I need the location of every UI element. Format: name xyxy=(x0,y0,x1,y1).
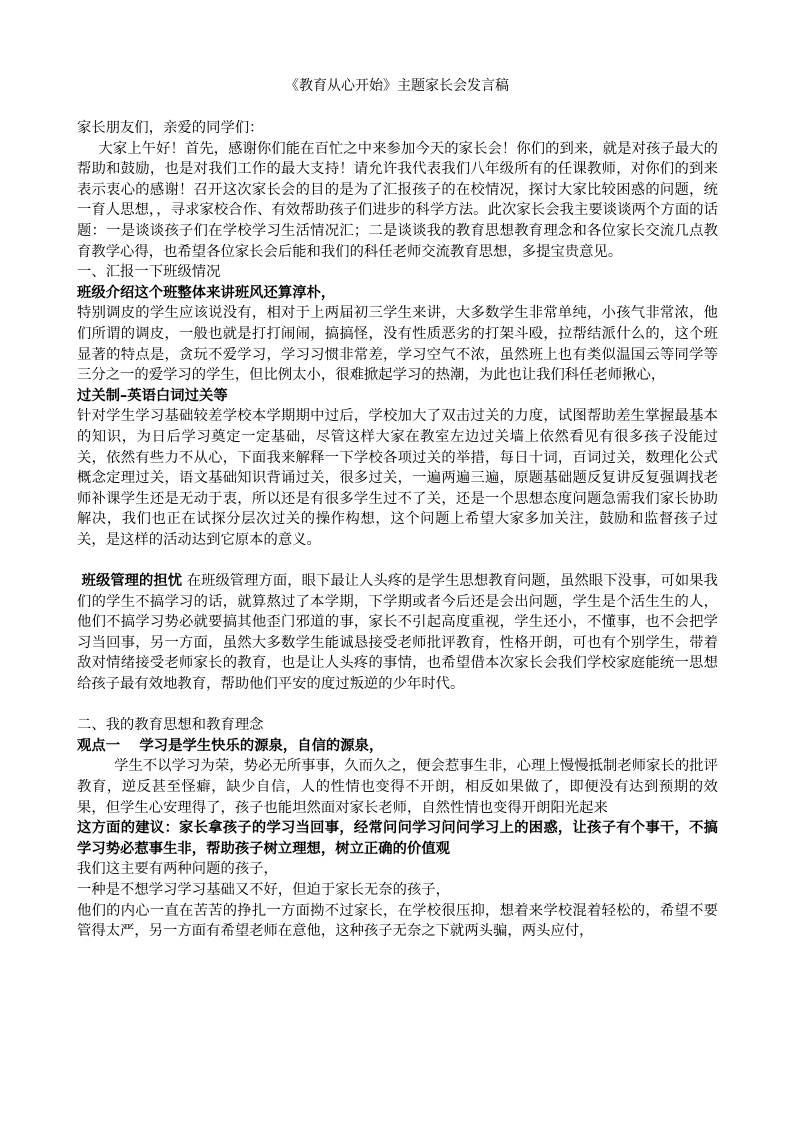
spacer xyxy=(77,550,718,571)
management-text: 在班级管理方面，眼下最让人头疼的是学生思想教育问题，虽然眼下没事，可如果我们的学生不搞学习的话，就算熬过了本学期，下学期或者今后还是会出问题，学生是个活生生的人，他们不搞学习势必就要搞其他歪门邪道的事，家长不引起高度重视，学生还小，不懂事，也不会把学习当回事，另一方面，虽然大多数学生能诚恳接受老师批评教育，性格开朗，可也有个别学生，带着敌对情绪接受老师家长的教育，也是让人头疼的事情，也希望借本次家长会我们学校家庭能统一思想给孩子最有效地教育，帮助他们平安的度过叛逆的少年时代。 xyxy=(77,573,718,693)
kind-one-line: 一种是不想学习学习基础又不好，但迫于家长无奈的孩子， xyxy=(77,881,451,898)
salutation: 家长朋友们，亲爱的同学们： xyxy=(77,120,264,136)
class-intro-paragraph: 特别调皮的学生应该说没有，相对于上两届初三学生来讲，大多数学生非常单纯，小孩气非常浓，他们所谓的调皮，一般也就是打打闹闹，搞搞怪，没有性质恶劣的打架斗殴，拉帮结派什么的，这个班显著的特点是，贪玩不爱学习，学习习惯非常差，学习空气不浓，虽然班上也有类似温国云等同学等三分之一的爱学习的学生，但比例太小，很难掀起学习的热潮，为此也让我们科任老师揪心， xyxy=(77,305,718,384)
two-kinds-line: 我们这主要有两种问题的孩子， xyxy=(77,861,278,878)
advice-heading: 这方面的建议：家长拿孩子的学习当回事，经常问问学习问问学习上的困惑，让孩子有个事干，不搞学习势必惹事生非，帮助孩子树立理想，树立正确的价值观 xyxy=(77,820,718,857)
pass-system-paragraph: 针对学生学习基础较差学校本学期期中过后，学校加大了双击过关的力度，试图帮助差生掌握最基本的知识，为日后学习奠定一定基础，尽管这样大家在教室左边过关墙上依然看见有很多孩子没能过关，依然有些力不从心，下面我来解释一下学校各项过关的举措，每日十词，百词过关，数理化公式概念定理过关，语文基础知识背诵过关，很多过关，一遍两遍三遍，原题基础题反复讲反复强调找老师补课学生还是无动于衷，所以还是有很多学生过不了关，还是一个思想态度问题急需我们家长协助解决，我们也正在试探分层次过关的操作构想，这个问题上希望大家多加关注，鼓励和监督孩子过关，是这样的活动达到它原本的意义。 xyxy=(77,408,718,548)
document-title: 《教育从心开始》主题家长会发言稿 xyxy=(285,78,509,94)
document-body xyxy=(77,118,718,942)
pass-system-heading: 过关制–英语白词过关等 xyxy=(77,387,228,404)
class-intro-heading: 班级介绍这个班整体来讲班风还算淳朴， xyxy=(77,284,336,301)
point1-heading: 观点一 学习是学生快乐的源泉，自信的源泉， xyxy=(77,737,384,754)
management-heading: 班级管理的担忧 xyxy=(81,573,183,590)
section2-heading: 二、我的教育思想和教育理念 xyxy=(77,717,264,734)
section1-heading: 一、汇报一下班级情况 xyxy=(77,264,221,281)
kind-one-paragraph: 他们的内心一直在苦苦的挣扎一方面拗不过家长，在学校很压抑，想着来学校混着轻松的，希望不要管得太严，另一方面有希望老师在意他，这种孩子无奈之下就两头骗，两头应付， xyxy=(77,902,718,940)
management-paragraph xyxy=(77,571,718,695)
spacer xyxy=(77,695,718,716)
point1-paragraph: 学生不以学习为荣，势必无所事事，久而久之，便会惹事生非，心理上慢慢抵制老师家长的批评教育，逆反甚至怪癖，缺少自信，人的性情也变得不开朗，相反如果做了，即便没有达到预期的效果，但学生心安理得了，孩子也能坦然面对家长老师，自然性情也变得开朗阳光起来 xyxy=(77,758,718,816)
intro-paragraph: 大家上午好！首先，感谢你们能在百忙之中来参加今天的家长会！你们的到来，就是对孩子最大的帮助和鼓励，也是对我们工作的最大支持！请允许我代表我们八年级所有的任课教师，对你们的到来表示衷心的感谢！召开这次家长会的目的是为了汇报孩子的在校情况，探讨大家比较困惑的问题，统一育人思想，，寻求家校合作、有效帮助孩子们进步的科学方法。此次家长会我主要谈谈两个方面的话题：一是谈谈孩子们在学校学习生活情况汇；二是谈谈我的教育思想教育理念和各位家长交流几点教育教学心得，也希望各位家长会后能和我们的科任老师交流教育思想，多提宝贵意见。 xyxy=(77,140,718,260)
